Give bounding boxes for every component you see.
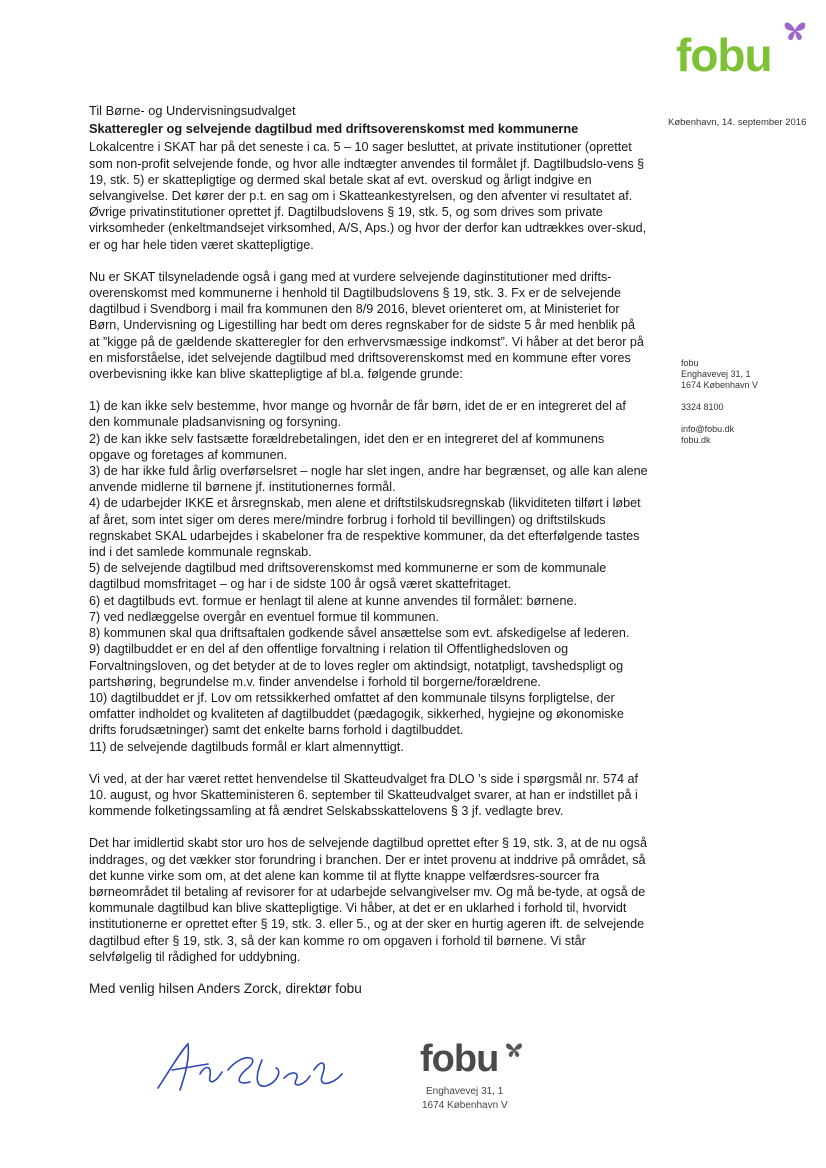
closing-line: Med venlig hilsen Anders Zorck, direktør fobu — [89, 980, 362, 996]
sender-name: fobu — [681, 358, 699, 368]
company-stamp — [418, 1040, 538, 1120]
stamp-street: Enghavevej 31, 1 — [426, 1086, 504, 1097]
list-item: 5) de selvejende dagtilbud med driftsoverenskomst med kommunerne er som de kommunale dagtilbud momsfritaget – og har i de sidste 100 år også været skattefritaget. — [89, 561, 607, 592]
paragraph-3: Vi ved, at der har været rettet henvendelse til Skatteudvalget fra DLO ’s side i spørgsmål nr. 574 af 10. august, og hvor Skatteministeren 6. september til Skatteudvalget svarer, at han er indstillet på i kommende folketingssamling at få ændret Selskabsskattelovens § 3 jf. vedlagte brev. — [89, 771, 639, 819]
paragraph-4: Det har imidlertid skabt stor uro hos de selvejende dagtilbud oprettet efter § 19, stk. 3, at de nu også inddrages, og det vækker stor forundring i branchen. Der er intet provenu at inddrive på området, så det kunne virke som om, at det alene kan komme til at flytte knappe velfærdsres-sourcer fra børneområdet til betaling af revisorer for at udarbejde selvangivelser mv. Og må be-tyde, at også de kommunale dagtilbud kan blive skattepligtige. Vi håber, at det er en uklarhed i forhold til, hvorvidt institutionerne er oprettet efter § 19, stk. 3. eller 5., og at der sker en hurtig ageren ift. de selvejende dagtilbud efter § 19, stk. 3, så der kan komme ro om opgaven i forhold til børnene. Vi står selvfølgelig til rådighed for uddybning. — [89, 836, 647, 964]
sender-city: 1674 København V — [681, 380, 759, 390]
fobu-logo — [676, 18, 806, 82]
letter-date: København, 14. september 2016 — [668, 117, 807, 128]
paragraph-1: Lokalcentre i SKAT har på det seneste i ca. 5 – 10 sager besluttet, at private institutioner (oprettet som non-profit selvejende fonde, og hvor alle indtægter anvendes til formålet jf. Dagtilbudslo-vens § 19, stk. 5) er skattepligtige og dermed skal betale skat af evt. overskud og årligt indgive en selvangivelse. Det kører der p.t. en sag om i Skatteankestyrelsen, og den afventer vi resultatet af. Øvrige privatinstitutioner oprettet jf. Dagtilbudslovens § 19, stk. 5, og som drives som private virksomheder (enkeltmandsejet virksomhed, A/S, Aps.) og hvor der derfor kan udtrækkes over-skud, er og har hele tiden været skattepligtige. — [89, 140, 647, 252]
sender-email[interactable]: info@fobu.dk — [681, 424, 735, 434]
list-item: 7) ved nedlæggelse overgår en eventuel formue til kommunen. — [89, 609, 440, 624]
list-item: 3) de har ikke fuld årlig overførselsret – nogle har slet ingen, andre har begrænset, og alle kan alene anvende midlerne til børnene jf. institutionernes formål. — [89, 464, 648, 495]
sender-contact — [681, 358, 758, 446]
list-item: 10) dagtilbuddet er jf. Lov om retssikkerhed omfattet af den kommunale tilsyns forpligtelse, der omfatter indholdet og kvaliteten af dagtilbuddet (pædagogik, sikkerhed, hygiejne og økonomiske drifts forudsætninger) samt det enkelte barns forhold i dagtilbuddet. — [89, 690, 624, 738]
recipient: Til Børne- og Undervisningsudvalget — [89, 103, 296, 118]
handwritten-signature — [150, 1030, 350, 1100]
list-item: 8) kommunen skal qua driftsaftalen godkende såvel ansættelse som evt. afskedigelse af lederen. — [89, 626, 630, 641]
stamp-wordmark: fobu — [420, 1038, 499, 1080]
list-item: 1) de kan ikke selv bestemme, hvor mange og hvornår de får børn, idet de er en integreret del af den kommunale pladsanvisning og forsyning. — [89, 399, 626, 430]
letter-subject: Skatteregler og selvejende dagtilbud med driftsoverenskomst med kommunerne — [89, 121, 579, 137]
sender-street: Enghavevej 31, 1 — [681, 369, 751, 379]
stamp-city: 1674 København V — [422, 1100, 508, 1111]
sender-phone: 3324 8100 — [681, 402, 724, 412]
list-item: 9) dagtilbuddet er en del af den offentlige forvaltning i relation til Offentlighedsloven og Forvaltningsloven, og det betyder at de to loves regler om aktindsigt, notatpligt, tavshedspligt og partshøring, begrundelse m.v. finder anvendelse i forhold til borgerne/forældrene. — [89, 642, 624, 689]
list-item: 4) de udarbejder IKKE et årsregnskab, men alene et driftstilskudsregnskab (likviditeten tilført i løbet af året, som intet siger om deres mere/mindre forbrug i forhold til bevillingen) og driftstilskuds regnskabet SKAL udarbejdes i skabeloner fra de respektive kommuner, da det efterfølgende tastes ind i det samlede kommunale regnskab. — [89, 496, 641, 560]
sender-website[interactable]: fobu.dk — [681, 435, 711, 445]
reasons-list — [89, 398, 649, 754]
butterfly-icon — [504, 1040, 524, 1060]
logo-wordmark: fobu — [676, 29, 772, 81]
list-item: 11) de selvejende dagtilbuds formål er klart almennyttigt. — [89, 739, 404, 754]
letter-body — [89, 103, 649, 997]
list-item: 6) et dagtilbuds evt. formue er henlagt til alene at kunne anvendes til formålet: børnene. — [89, 593, 577, 608]
paragraph-2: Nu er SKAT tilsyneladende også i gang med at vurdere selvejende daginstitutioner med drifts-overenskomst med kommunerne i henhold til Dagtilbudslovens § 19, stk. 3. Fx er de selvejende dagtilbud i Svendborg i mail fra kommunen den 8/9 2016, blevet orienteret om, at Ministeriet for Børn, Undervisning og Ligestilling har bedt om deres regnskaber for de sidste 5 år med henblik på at ”kigge på de gældende skatteregler for den erhvervsmæssige indkomst”. Vi håber at det beror på en misforståelse, idet selvejende dagtilbud med driftsoverenskomst med en kommune efter vores overbevisning ikke kan blive skattepligtige af bl.a. følgende grunde: — [89, 269, 644, 382]
list-item: 2) de kan ikke selv fastsætte forældrebetalingen, idet den er en integreret del af kommunens opgave og foretages af kommunen. — [89, 431, 605, 462]
butterfly-icon — [782, 18, 808, 44]
